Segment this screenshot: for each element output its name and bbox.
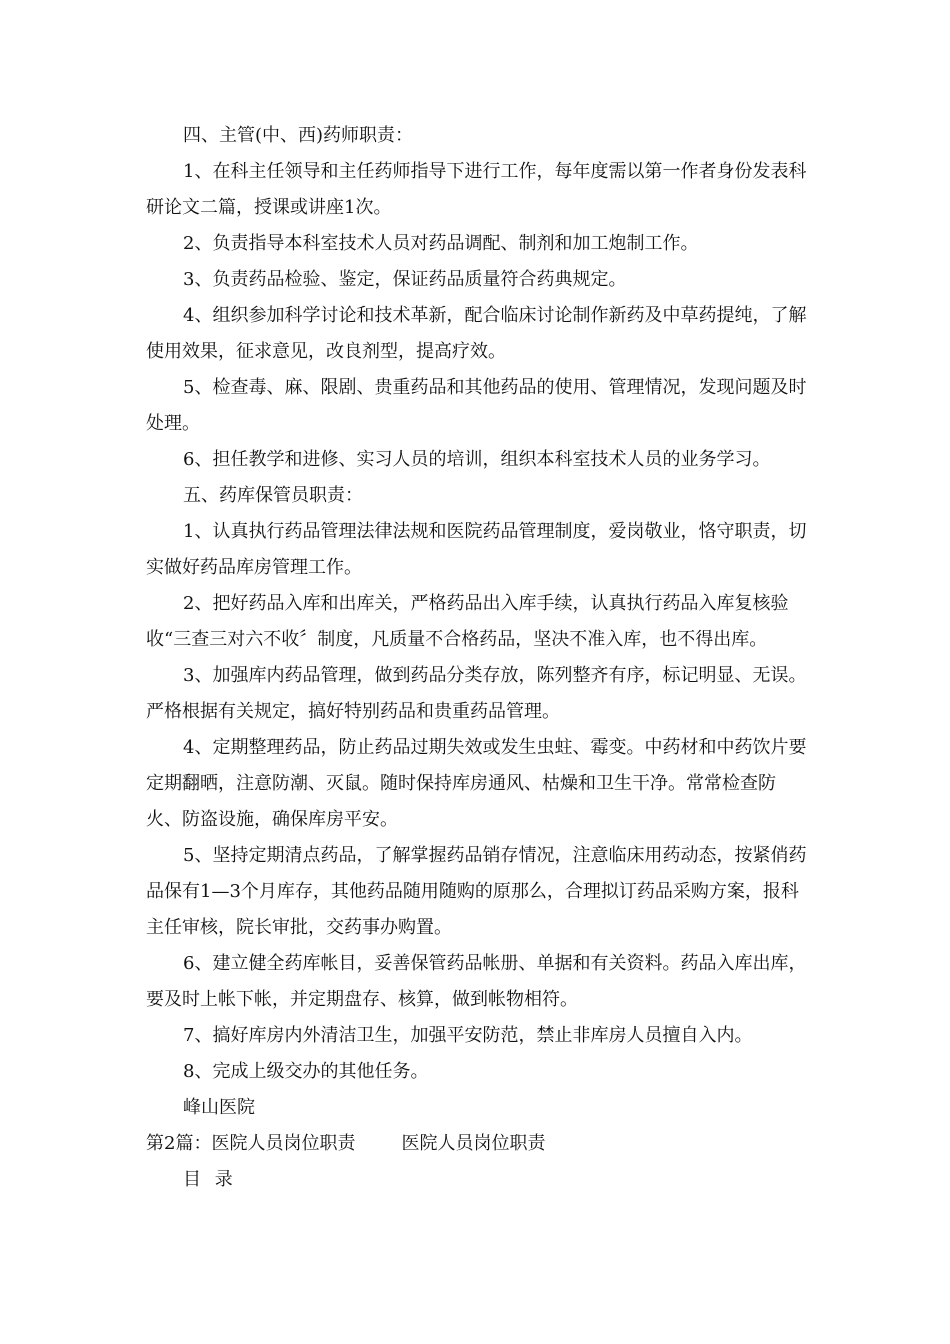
- section-4-item-6: 6、担任教学和进修、实习人员的培训，组织本科室技术人员的业务学习。: [183, 449, 771, 470]
- section-4-item-3: 3、负责药品检验、鉴定，保证药品质量符合药典规定。: [183, 269, 627, 290]
- section-5-item-2: 2、把好药品入库和出库关，严格药品出入库手续，认真执行药品入库复核验收“三查三对六不收〞制度，凡质量不合格药品，坚决不准入库，也不得出库。: [146, 593, 789, 650]
- section-5-item-7: 7、搞好库房内外清洁卫生，加强平安防范，禁止非库房人员擅自入内。: [183, 1025, 753, 1046]
- section-5-item-6: 6、建立健全药库帐目，妥善保管药品帐册、单据和有关资料。药品入库出库，要及时上帐下帐，并定期盘存、核算，做到帐物相符。: [146, 953, 807, 1010]
- section-5-item-1: 1、认真执行药品管理法律法规和医院药品管理制度，爱岗敬业，恪守职责，切实做好药品库房管理工作。: [146, 521, 807, 578]
- toc-label: 目 录: [183, 1169, 237, 1190]
- signature: 峰山医院: [183, 1097, 255, 1118]
- section-5-item-5: 5、坚持定期清点药品，了解掌握药品销存情况，注意临床用药动态，按紧俏药品保有1—3个月库存，其他药品随用随购的原那么，合理拟订药品采购方案，报科主任审核，院长审批，交药事办购置。: [146, 845, 807, 938]
- next-article-title: 医院人员岗位职责: [401, 1133, 546, 1154]
- section-5-heading: 五、药库保管员职责：: [183, 485, 363, 506]
- document-body: [146, 118, 810, 1198]
- section-4-heading: 四、主管(中、西)药师职责：: [183, 125, 414, 146]
- section-5-item-3: 3、加强库内药品管理，做到药品分类存放，陈列整齐有序，标记明显、无误。严格根据有关规定，搞好特别药品和贵重药品管理。: [146, 665, 807, 722]
- section-4-item-2: 2、负责指导本科室技术人员对药品调配、制剂和加工炮制工作。: [183, 233, 699, 254]
- section-4-item-5: 5、检查毒、麻、限剧、贵重药品和其他药品的使用、管理情况，发现问题及时处理。: [146, 377, 807, 434]
- next-article-prefix: 第2篇：医院人员岗位职责: [146, 1133, 356, 1154]
- section-5-item-4: 4、定期整理药品，防止药品过期失效或发生虫蛀、霉变。中药材和中药饮片要定期翻晒，注意防潮、灭鼠。随时保持库房通风、枯燥和卫生干净。常常检查防火、防盗设施，确保库房平安。: [146, 737, 807, 830]
- section-4-item-4: 4、组织参加科学讨论和技术革新，配合临床讨论制作新药及中草药提纯，了解使用效果，征求意见，改良剂型，提高疗效。: [146, 305, 807, 362]
- section-5-item-8: 8、完成上级交办的其他任务。: [183, 1061, 429, 1082]
- section-4-item-1: 1、在科主任领导和主任药师指导下进行工作，每年度需以第一作者身份发表科研论文二篇，授课或讲座1次。: [146, 161, 807, 218]
- next-article-line: [146, 1126, 810, 1162]
